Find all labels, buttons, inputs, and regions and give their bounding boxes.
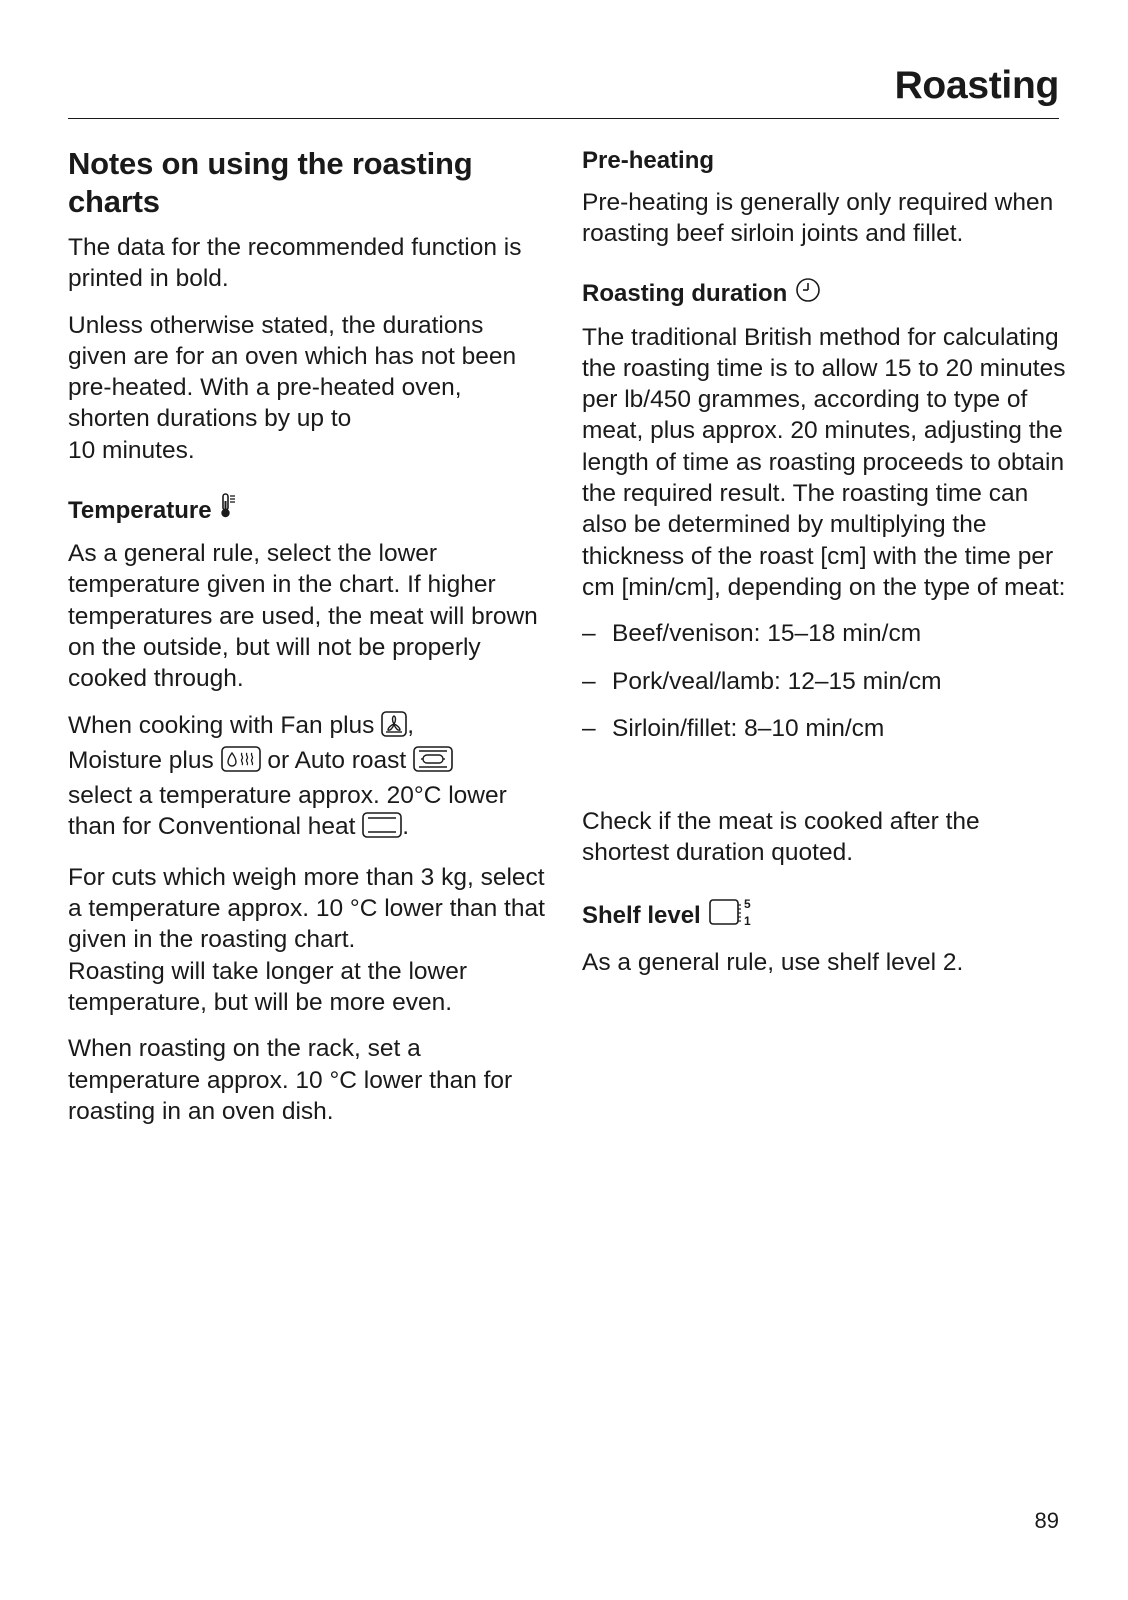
shelf-heading-label: Shelf level	[582, 902, 701, 930]
auto-roast-text: or Auto roast	[267, 746, 407, 774]
page-header	[68, 62, 1059, 119]
temperature-heading-label: Temperature	[68, 496, 212, 524]
period: .	[402, 813, 410, 841]
list-item	[582, 666, 1072, 697]
list-item-text: Beef/venison: 15–18 min/cm	[612, 620, 922, 648]
list-item	[582, 618, 1072, 649]
page-number: 89	[1034, 1508, 1059, 1533]
comma: ,	[407, 711, 415, 739]
list-dash: –	[582, 714, 596, 742]
main-heading: Notes on using the roasting charts	[68, 146, 473, 219]
thermometer-icon	[220, 493, 236, 528]
shelf-level-top-label: 5	[743, 896, 751, 911]
paragraph-shelf-level: As a general rule, use shelf level 2.	[582, 948, 964, 976]
paragraph-preheat: Pre-heating is generally only required when roasting beef sirloin joints and fillet.	[582, 189, 1054, 248]
list-dash: –	[582, 620, 596, 648]
duration-heading	[582, 277, 1072, 312]
paragraph-durations: Unless otherwise stated, the durations given are for an oven which has not been pre-heated. With a pre-heated oven, shorten durations by up to	[68, 311, 517, 433]
moisture-plus-icon	[221, 746, 261, 780]
paragraph-lower-temperature: As a general rule, select the lower temperature given in the chart. If higher temperatures are used, the meat will brown on the outside, but will not be properly cooked through.	[68, 540, 538, 693]
duration-heading-label: Roasting duration	[582, 280, 788, 308]
paragraph-heavy-cuts: For cuts which weigh more than 3 kg, select a temperature approx. 10 °C lower than that given in the roasting chart.	[68, 863, 545, 954]
paragraph-bold-note: The data for the recommended function is printed in bold.	[68, 234, 522, 293]
paragraph-rack-roasting: When roasting on the rack, set a temperature approx. 10 °C lower than for roasting in an oven dish.	[68, 1035, 513, 1125]
meat-times-list	[582, 618, 1072, 744]
list-dash: –	[582, 667, 596, 695]
paragraph-fan-plus	[68, 710, 548, 847]
conventional-heat-icon	[362, 812, 402, 846]
list-item	[582, 713, 1072, 744]
right-column	[582, 145, 1072, 993]
left-column	[68, 145, 548, 1142]
shelf-level-bottom-label: 1	[743, 913, 751, 928]
temperature-approx-text: select a temperature approx. 20°C lower than for Conventional heat	[68, 782, 507, 841]
paragraph-duration: The traditional British method for calculating the roasting time is to allow 15 to 20 minutes per lb/450 grammes, according to type of meat, plus approx. 20 minutes, adjusting the length of time as roasting proceeds to obtain the required result. The roasting time can also be determined by multiplying the thickness of the roast [cm] with the time per cm [min/cm], depending on the type of meat:	[582, 323, 1066, 601]
fan-plus-icon	[381, 711, 407, 745]
preheat-heading: Pre-heating	[582, 147, 715, 174]
shelf-heading	[582, 896, 1072, 937]
moisture-plus-text: Moisture plus	[68, 746, 214, 774]
shelf-level-icon	[709, 896, 755, 937]
paragraph-durations-end: 10 minutes.	[68, 436, 195, 464]
paragraph-check-cooked: Check if the meat is cooked after the shortest duration quoted.	[582, 808, 980, 867]
temperature-heading	[68, 493, 548, 528]
auto-roast-icon	[413, 746, 453, 780]
clock-icon	[795, 277, 821, 312]
fan-plus-text: When cooking with Fan plus	[68, 711, 375, 739]
list-item-text: Pork/veal/lamb: 12–15 min/cm	[612, 667, 942, 695]
list-item-text: Sirloin/fillet: 8–10 min/cm	[612, 714, 885, 742]
section-title: Roasting	[894, 64, 1059, 107]
paragraph-longer-roasting: Roasting will take longer at the lower temperature, but will be more even.	[68, 957, 468, 1016]
